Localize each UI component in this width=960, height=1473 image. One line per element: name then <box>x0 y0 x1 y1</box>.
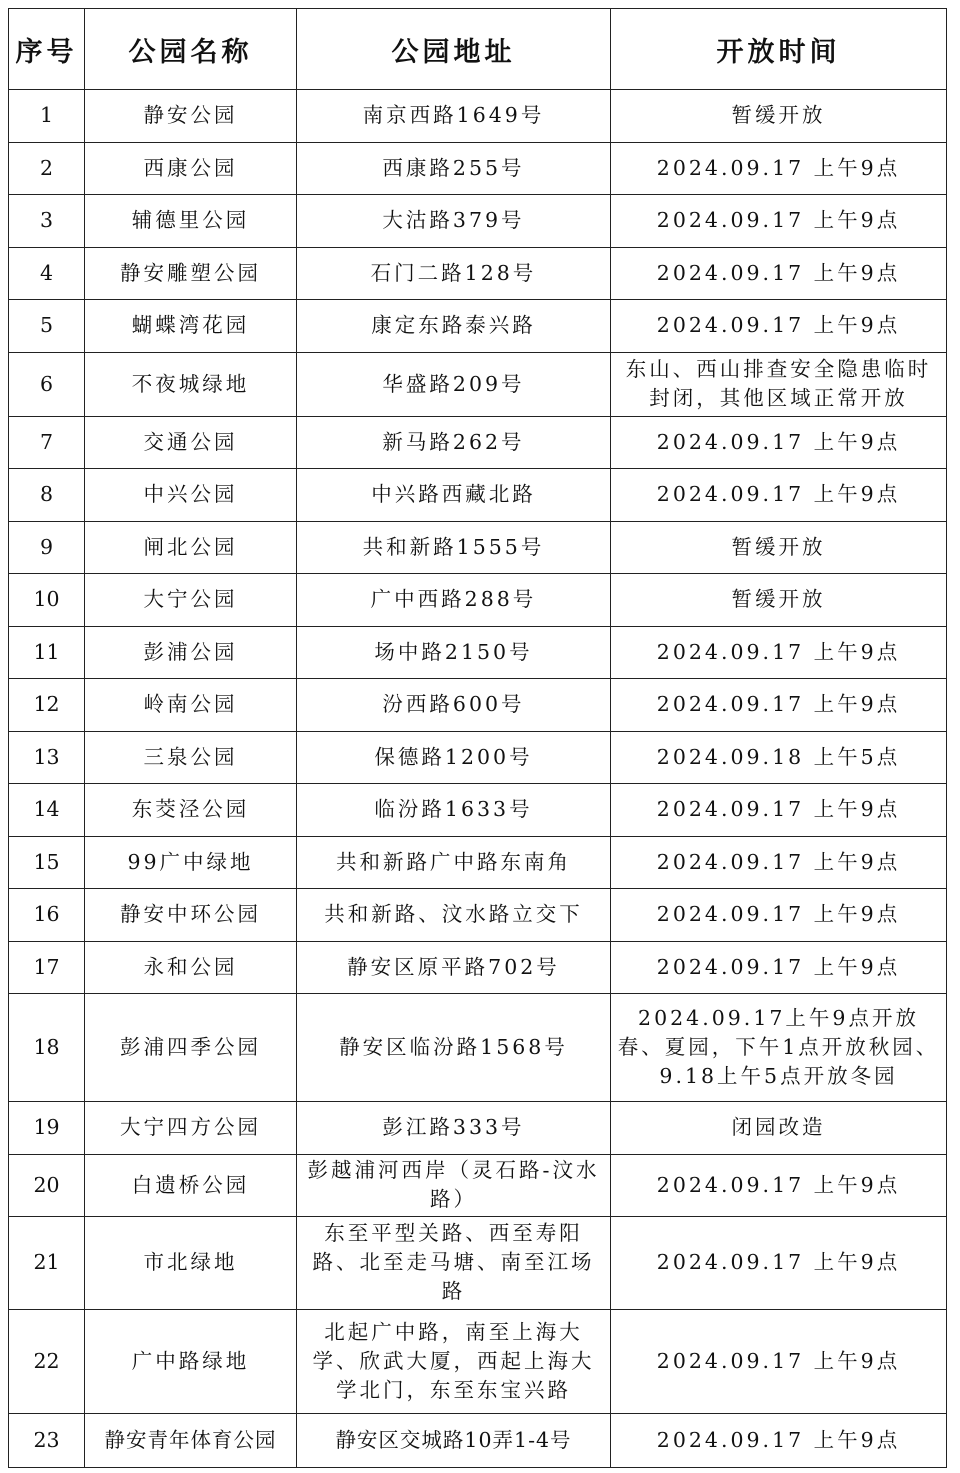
park-address: 康定东路泰兴路 <box>297 300 611 353</box>
park-address: 东至平型关路、西至寿阳路、北至走马塘、南至江场路 <box>297 1216 611 1309</box>
opening-time: 2024.09.17 上午9点 <box>611 889 947 942</box>
header-opening-time: 开放时间 <box>611 9 947 90</box>
table-row <box>9 521 947 574</box>
park-address: 共和新路广中路东南角 <box>297 836 611 889</box>
park-address: 静安区交城路10弄1-4号 <box>297 1413 611 1467</box>
row-index: 23 <box>9 1413 85 1467</box>
opening-time: 2024.09.17 上午9点 <box>611 247 947 300</box>
table-row <box>9 469 947 522</box>
park-name: 大宁公园 <box>85 574 297 627</box>
table-row <box>9 731 947 784</box>
park-name: 东茭泾公园 <box>85 784 297 837</box>
park-address: 彭江路333号 <box>297 1102 611 1155</box>
opening-time: 2024.09.17 上午9点 <box>611 195 947 248</box>
table-row <box>9 1154 947 1216</box>
table-row <box>9 416 947 469</box>
row-index: 17 <box>9 941 85 994</box>
table-row <box>9 1216 947 1309</box>
park-name: 广中路绿地 <box>85 1309 297 1413</box>
park-address: 大沽路379号 <box>297 195 611 248</box>
row-index: 15 <box>9 836 85 889</box>
row-index: 10 <box>9 574 85 627</box>
opening-time: 暂缓开放 <box>611 90 947 143</box>
opening-time: 2024.09.17 上午9点 <box>611 1154 947 1216</box>
opening-time: 暂缓开放 <box>611 574 947 627</box>
table-row <box>9 941 947 994</box>
park-address: 广中西路288号 <box>297 574 611 627</box>
park-address: 石门二路128号 <box>297 247 611 300</box>
table-row <box>9 836 947 889</box>
park-name: 静安雕塑公园 <box>85 247 297 300</box>
opening-time: 2024.09.17 上午9点 <box>611 1413 947 1467</box>
opening-time: 2024.09.17 上午9点 <box>611 679 947 732</box>
park-address: 共和新路1555号 <box>297 521 611 574</box>
table-row <box>9 1309 947 1413</box>
table-row <box>9 1413 947 1467</box>
table-row <box>9 626 947 679</box>
row-index: 21 <box>9 1216 85 1309</box>
opening-time: 2024.09.17 上午9点 <box>611 416 947 469</box>
table-row <box>9 574 947 627</box>
park-name: 静安青年体育公园 <box>85 1413 297 1467</box>
table-row <box>9 889 947 942</box>
opening-time: 2024.09.17 上午9点 <box>611 626 947 679</box>
opening-time: 2024.09.17 上午9点 <box>611 142 947 195</box>
park-name: 蝴蝶湾花园 <box>85 300 297 353</box>
park-name: 西康公园 <box>85 142 297 195</box>
opening-time: 2024.09.18 上午5点 <box>611 731 947 784</box>
opening-time: 2024.09.17 上午9点 <box>611 469 947 522</box>
table-row <box>9 679 947 732</box>
park-address: 北起广中路，南至上海大学、欣武大厦，西起上海大学北门，东至东宝兴路 <box>297 1309 611 1413</box>
park-name: 交通公园 <box>85 416 297 469</box>
header-park-name: 公园名称 <box>85 9 297 90</box>
park-name: 彭浦公园 <box>85 626 297 679</box>
parks-opening-table <box>8 8 947 1468</box>
row-index: 9 <box>9 521 85 574</box>
table-row <box>9 300 947 353</box>
table-row <box>9 90 947 143</box>
table-header-row <box>9 9 947 90</box>
parks-table-container <box>8 8 947 1468</box>
row-index: 19 <box>9 1102 85 1155</box>
park-name: 中兴公园 <box>85 469 297 522</box>
table-row <box>9 784 947 837</box>
opening-time: 2024.09.17 上午9点 <box>611 300 947 353</box>
park-address: 汾西路600号 <box>297 679 611 732</box>
opening-time: 2024.09.17 上午9点 <box>611 1216 947 1309</box>
row-index: 4 <box>9 247 85 300</box>
park-name: 岭南公园 <box>85 679 297 732</box>
row-index: 20 <box>9 1154 85 1216</box>
row-index: 2 <box>9 142 85 195</box>
table-row <box>9 1102 947 1155</box>
park-name: 白遗桥公园 <box>85 1154 297 1216</box>
park-name: 静安公园 <box>85 90 297 143</box>
opening-time: 2024.09.17 上午9点 <box>611 1309 947 1413</box>
header-index: 序号 <box>9 9 85 90</box>
park-name: 99广中绿地 <box>85 836 297 889</box>
row-index: 12 <box>9 679 85 732</box>
table-row <box>9 994 947 1102</box>
row-index: 16 <box>9 889 85 942</box>
park-address: 新马路262号 <box>297 416 611 469</box>
row-index: 14 <box>9 784 85 837</box>
opening-time: 2024.09.17 上午9点 <box>611 836 947 889</box>
park-name: 辅德里公园 <box>85 195 297 248</box>
row-index: 13 <box>9 731 85 784</box>
table-row <box>9 142 947 195</box>
row-index: 6 <box>9 352 85 416</box>
opening-time: 暂缓开放 <box>611 521 947 574</box>
park-name: 市北绿地 <box>85 1216 297 1309</box>
park-name: 三泉公园 <box>85 731 297 784</box>
header-park-address: 公园地址 <box>297 9 611 90</box>
park-address: 共和新路、汶水路立交下 <box>297 889 611 942</box>
table-body <box>9 90 947 1468</box>
row-index: 5 <box>9 300 85 353</box>
park-address: 静安区临汾路1568号 <box>297 994 611 1102</box>
table-row <box>9 247 947 300</box>
park-address: 场中路2150号 <box>297 626 611 679</box>
row-index: 18 <box>9 994 85 1102</box>
opening-time: 2024.09.17 上午9点 <box>611 941 947 994</box>
park-address: 保德路1200号 <box>297 731 611 784</box>
row-index: 22 <box>9 1309 85 1413</box>
park-name: 闸北公园 <box>85 521 297 574</box>
row-index: 7 <box>9 416 85 469</box>
park-name: 永和公园 <box>85 941 297 994</box>
table-row <box>9 352 947 416</box>
table-row <box>9 195 947 248</box>
park-name: 彭浦四季公园 <box>85 994 297 1102</box>
park-name: 静安中环公园 <box>85 889 297 942</box>
row-index: 3 <box>9 195 85 248</box>
park-address: 西康路255号 <box>297 142 611 195</box>
opening-time: 2024.09.17上午9点开放春、夏园，下午1点开放秋园、9.18上午5点开放冬园 <box>611 994 947 1102</box>
park-address: 南京西路1649号 <box>297 90 611 143</box>
opening-time: 东山、西山排查安全隐患临时封闭，其他区域正常开放 <box>611 352 947 416</box>
park-address: 静安区原平路702号 <box>297 941 611 994</box>
park-address: 华盛路209号 <box>297 352 611 416</box>
park-address: 彭越浦河西岸（灵石路-汶水路） <box>297 1154 611 1216</box>
park-name: 不夜城绿地 <box>85 352 297 416</box>
park-address: 中兴路西藏北路 <box>297 469 611 522</box>
row-index: 1 <box>9 90 85 143</box>
opening-time: 2024.09.17 上午9点 <box>611 784 947 837</box>
opening-time: 闭园改造 <box>611 1102 947 1155</box>
park-address: 临汾路1633号 <box>297 784 611 837</box>
park-name: 大宁四方公园 <box>85 1102 297 1155</box>
row-index: 8 <box>9 469 85 522</box>
row-index: 11 <box>9 626 85 679</box>
